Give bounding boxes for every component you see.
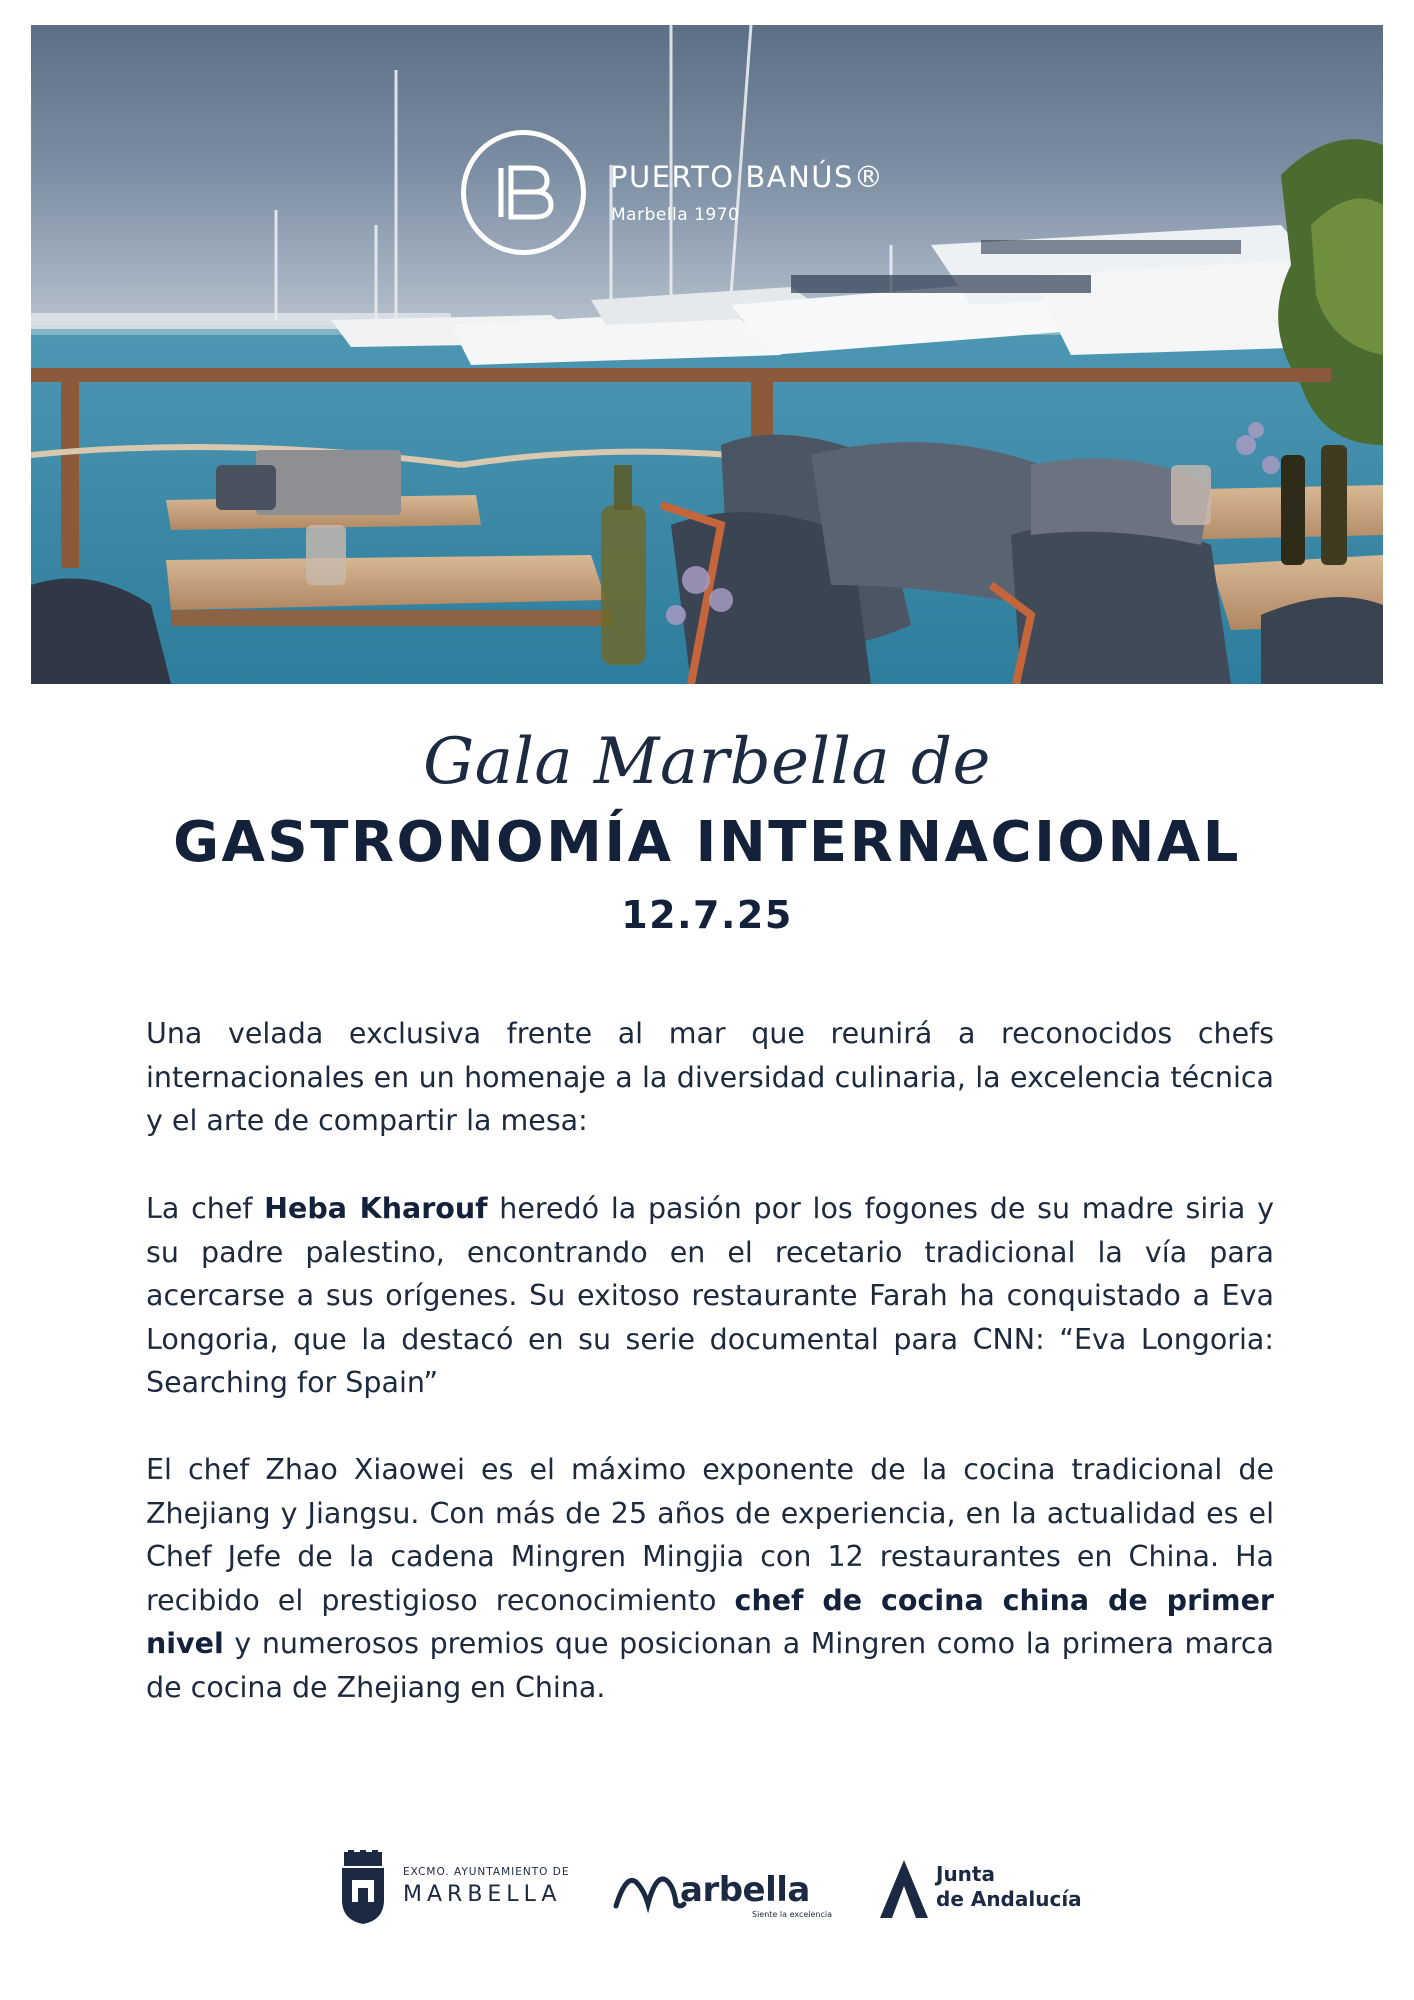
junta-line1: Junta (936, 1862, 995, 1886)
heba-text-after: heredó la pasión por los fogones de su madre siria y su padre palestino, encontrando en el recetario tradicional la vía para acercarse a sus orígenes. Su exitoso restaurante Farah ha conquistado a Eva Longoria, que la destacó en su serie documental para CNN: “Eva Longoria: Searching for Spain” (146, 1192, 1274, 1399)
ayuntamiento-marbella-logo (338, 1850, 568, 1924)
harbour-terrace-scene (31, 25, 1383, 684)
brand-tagline: Marbella 1970 (611, 205, 740, 225)
pb-monogram-icon (461, 130, 586, 255)
marbella-brand-logo (612, 1860, 832, 1922)
ayuntamiento-line1: EXCMO. AYUNTAMIENTO DE (403, 1866, 570, 1878)
intro-paragraph: Una velada exclusiva frente al mar que reunirá a reconocidos chefs internacionales en un homenaje a la diversidad culinaria, la excelencia técnica y el arte de compartir la mesa: (146, 1017, 1274, 1137)
zhao-xiaowei-paragraph (146, 1448, 1274, 1709)
crest-icon (338, 1850, 388, 1924)
marbella-tagline: Siente la excelencia (752, 1910, 832, 1919)
junta-line2: de Andalucía (936, 1887, 1082, 1911)
event-date: 12.7.25 (621, 893, 793, 937)
hero-photo (31, 25, 1383, 684)
heba-text-before: La chef (146, 1192, 265, 1225)
marbella-wordmark: arbella (680, 1870, 810, 1910)
junta-a-icon (876, 1856, 932, 1924)
page-title: GASTRONOMÍA INTERNACIONAL (173, 810, 1241, 875)
zhao-text-before: El chef Zhao Xiaowei es el máximo exponente de la cocina tradicional de Zhejiang y Jiangsu. Con más de 25 años de experiencia, en la actualidad es el Chef Jefe de la cadena Mingren Mingjia con 12 restaurantes en China. Ha recibido el prestigioso reconocimiento (146, 1453, 1274, 1617)
puerto-banus-logo (461, 130, 981, 255)
junta-andalucia-logo (876, 1856, 1086, 1924)
title-script-line: Gala Marbella de (423, 725, 991, 799)
ayuntamiento-line2: MARBELLA (403, 1882, 562, 1907)
heba-kharouf-paragraph (146, 1187, 1274, 1405)
brand-name: PUERTO BANÚS® (610, 160, 885, 194)
zhao-highlight: chef de cocina china de primer nivel (146, 1583, 1274, 1660)
zhao-text-after: y numerosos premios que posicionan a Mingren como la primera marca de cocina de Zhejiang en China. (146, 1627, 1274, 1704)
heba-name: Heba Kharouf (264, 1192, 488, 1225)
